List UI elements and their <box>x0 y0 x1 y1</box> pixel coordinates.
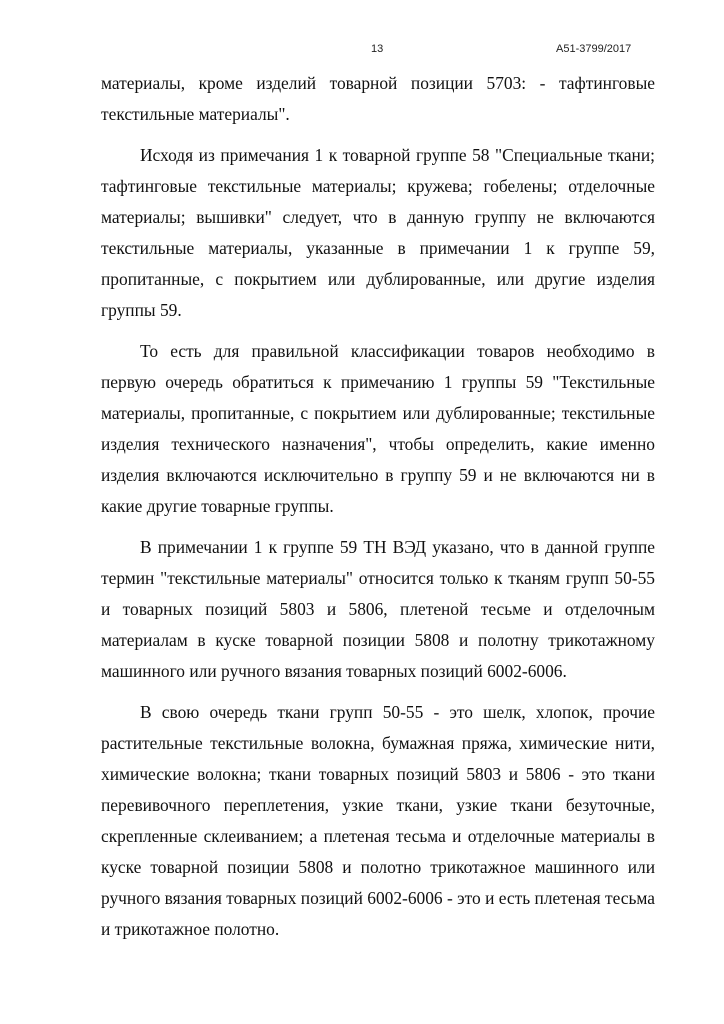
paragraph-continuation: материалы, кроме изделий товарной позиции 5703: - тафтинговые текстильные материалы". <box>101 73 655 124</box>
document-body <box>101 68 655 955</box>
case-number: А51-3799/2017 <box>556 43 632 55</box>
paragraph: То есть для правильной классификации товаров необходимо в первую очередь обратиться к примечанию 1 группы 59 "Текстильные материалы, пропитанные, с покрытием или дублированные; текстильные изделия технического назначения", чтобы определить, какие именно изделия включаются исключительно в группу 59 и не включаются ни в какие другие товарные группы. <box>101 341 655 516</box>
paragraph: В примечании 1 к группе 59 ТН ВЭД указано, что в данной группе термин "текстильные материалы" относится только к тканям групп 50-55 и товарных позиций 5803 и 5806, плетеной тесьме и отделочным материалам в куске товарной позиции 5808 и полотну трикотажному машинного или ручного вязания товарных позиций 6002-6006. <box>101 537 655 681</box>
paragraph: Исходя из примечания 1 к товарной группе 58 "Специальные ткани; тафтинговые текстильные материалы; кружева; гобелены; отделочные материалы; вышивки" следует, что в данную группу не включаются текстильные материалы, указанные в примечании 1 к группе 59, пропитанные, с покрытием или дублированные, или другие изделия группы 59. <box>101 145 655 320</box>
paragraph: В свою очередь ткани групп 50-55 - это шелк, хлопок, прочие растительные текстильные волокна, бумажная пряжа, химические нити, химические волокна; ткани товарных позиций 5803 и 5806 - это ткани перевивочного переплетения, узкие ткани, узкие ткани безуточные, скрепленные склеиванием; а плетеная тесьма и отделочные материалы в куске товарной позиции 5808 и полотно трикотажное машинного или ручного вязания товарных позиций 6002-6006 - это и есть плетеная тесьма и трикотажное полотно. <box>101 702 655 939</box>
page-number: 13 <box>371 43 384 55</box>
